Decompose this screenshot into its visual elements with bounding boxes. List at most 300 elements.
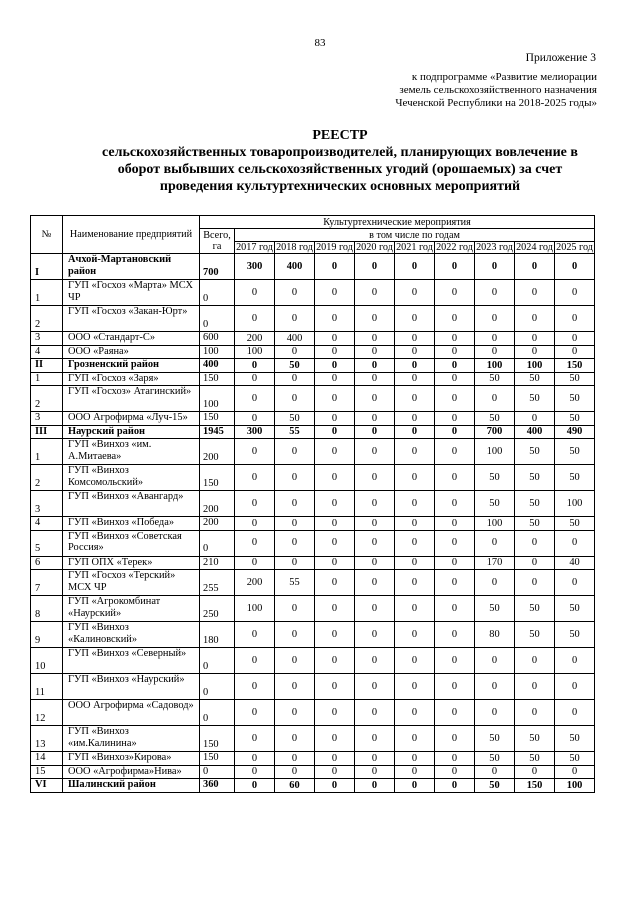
total-ha: 100 bbox=[200, 386, 235, 412]
year-value: 0 bbox=[515, 254, 555, 280]
subtitle-line: земель сельскохозяйственного назначения bbox=[399, 84, 597, 96]
year-value: 0 bbox=[235, 412, 275, 426]
row-number: 15 bbox=[31, 765, 63, 779]
year-value: 490 bbox=[555, 425, 595, 439]
enterprise-name: ГУП «Винхоз «Авангард» bbox=[63, 491, 200, 517]
year-value: 0 bbox=[395, 726, 435, 752]
year-value: 0 bbox=[435, 425, 475, 439]
year-value: 0 bbox=[315, 779, 355, 793]
year-value: 0 bbox=[435, 332, 475, 346]
year-value: 0 bbox=[355, 359, 395, 373]
total-ha: 0 bbox=[200, 280, 235, 306]
year-value: 0 bbox=[515, 765, 555, 779]
header-year: 2024 год bbox=[516, 242, 553, 253]
year-value: 0 bbox=[515, 648, 555, 674]
row-number: III bbox=[31, 425, 63, 439]
year-value: 100 bbox=[515, 359, 555, 373]
table-row bbox=[31, 280, 595, 306]
year-value: 0 bbox=[315, 517, 355, 531]
year-value: 0 bbox=[275, 596, 315, 622]
appendix-label: Приложение 3 bbox=[525, 52, 596, 64]
year-value: 40 bbox=[555, 556, 595, 570]
row-number: 4 bbox=[31, 345, 63, 359]
total-ha: 700 bbox=[200, 254, 235, 280]
year-value: 50 bbox=[475, 752, 515, 766]
year-value: 0 bbox=[395, 439, 435, 465]
year-value: 0 bbox=[395, 556, 435, 570]
row-number: I bbox=[31, 254, 63, 280]
year-value: 0 bbox=[435, 465, 475, 491]
row-number: 10 bbox=[31, 648, 63, 674]
header-subgroup: в том числе по годам bbox=[235, 229, 595, 242]
table-body bbox=[31, 254, 595, 793]
year-value: 0 bbox=[435, 556, 475, 570]
year-value: 0 bbox=[355, 386, 395, 412]
total-ha: 200 bbox=[200, 439, 235, 465]
table-row bbox=[31, 332, 595, 346]
header-num: № bbox=[31, 216, 63, 254]
enterprise-name: ГУП «Госхоз» Атагинский» bbox=[63, 386, 200, 412]
header-name: Наименование предприятий bbox=[63, 216, 200, 254]
year-value: 0 bbox=[355, 254, 395, 280]
title-line: РЕЕСТР bbox=[312, 128, 368, 143]
total-ha: 0 bbox=[200, 648, 235, 674]
row-number: 11 bbox=[31, 674, 63, 700]
title-line: сельскохозяйственных товаропроизводителей, планирующих вовлечение в bbox=[102, 145, 578, 160]
year-value: 50 bbox=[555, 439, 595, 465]
year-value: 0 bbox=[555, 345, 595, 359]
row-number: 3 bbox=[31, 332, 63, 346]
enterprise-name: ГУП «Винхоз «Северный» bbox=[63, 648, 200, 674]
year-value: 50 bbox=[555, 412, 595, 426]
year-value: 0 bbox=[395, 412, 435, 426]
year-value: 0 bbox=[275, 530, 315, 556]
year-value: 0 bbox=[475, 700, 515, 726]
year-value: 80 bbox=[475, 622, 515, 648]
year-value: 0 bbox=[475, 570, 515, 596]
year-value: 0 bbox=[235, 752, 275, 766]
year-value: 0 bbox=[395, 254, 435, 280]
year-value: 100 bbox=[475, 359, 515, 373]
total-ha: 1945 bbox=[200, 425, 235, 439]
year-value: 50 bbox=[515, 622, 555, 648]
year-value: 0 bbox=[315, 412, 355, 426]
year-value: 50 bbox=[555, 752, 595, 766]
year-value: 0 bbox=[475, 254, 515, 280]
year-value: 0 bbox=[395, 372, 435, 386]
total-ha: 100 bbox=[200, 345, 235, 359]
year-value: 0 bbox=[395, 648, 435, 674]
year-value: 0 bbox=[555, 332, 595, 346]
year-value: 0 bbox=[395, 622, 435, 648]
year-value: 0 bbox=[435, 596, 475, 622]
page-number: 83 bbox=[314, 37, 326, 49]
year-value: 50 bbox=[555, 372, 595, 386]
year-value: 150 bbox=[515, 779, 555, 793]
year-value: 0 bbox=[395, 280, 435, 306]
enterprise-name: ООО Агрофирма «Луч-15» bbox=[63, 412, 200, 426]
table-row bbox=[31, 765, 595, 779]
year-value: 55 bbox=[275, 570, 315, 596]
title-line: проведения культуртехнических основных мероприятий bbox=[159, 179, 521, 194]
year-value: 0 bbox=[515, 280, 555, 306]
header-total: Всего, га bbox=[200, 229, 235, 254]
total-ha: 0 bbox=[200, 306, 235, 332]
year-value: 0 bbox=[395, 332, 435, 346]
year-value: 0 bbox=[395, 570, 435, 596]
table-row bbox=[31, 517, 595, 531]
year-value: 0 bbox=[475, 306, 515, 332]
year-value: 0 bbox=[435, 345, 475, 359]
year-value: 0 bbox=[315, 465, 355, 491]
year-value: 0 bbox=[515, 556, 555, 570]
year-value: 0 bbox=[355, 306, 395, 332]
year-value: 50 bbox=[515, 726, 555, 752]
year-value: 0 bbox=[475, 345, 515, 359]
year-value: 60 bbox=[275, 779, 315, 793]
subtitle-line: Чеченской Республики на 2018-2025 годы» bbox=[395, 97, 597, 109]
year-value: 0 bbox=[235, 359, 275, 373]
year-value: 0 bbox=[275, 726, 315, 752]
year-value: 0 bbox=[435, 306, 475, 332]
year-value: 0 bbox=[355, 439, 395, 465]
table-row bbox=[31, 726, 595, 752]
year-value: 0 bbox=[355, 425, 395, 439]
row-number: 3 bbox=[31, 491, 63, 517]
year-value: 0 bbox=[275, 465, 315, 491]
year-value: 0 bbox=[515, 332, 555, 346]
total-ha: 150 bbox=[200, 465, 235, 491]
enterprise-name: ГУП «Винхоз «Победа» bbox=[63, 517, 200, 531]
year-value: 0 bbox=[395, 517, 435, 531]
year-value: 50 bbox=[555, 596, 595, 622]
header-year: 2021 год bbox=[396, 242, 433, 253]
year-value: 0 bbox=[315, 726, 355, 752]
year-value: 0 bbox=[315, 491, 355, 517]
year-value: 0 bbox=[315, 765, 355, 779]
year-value: 0 bbox=[435, 439, 475, 465]
year-value: 0 bbox=[555, 674, 595, 700]
enterprise-name: ООО «Агрофирма»Нива» bbox=[63, 765, 200, 779]
year-value: 700 bbox=[475, 425, 515, 439]
row-number: 7 bbox=[31, 570, 63, 596]
year-value: 0 bbox=[315, 332, 355, 346]
registry-table bbox=[30, 215, 595, 793]
year-value: 50 bbox=[515, 465, 555, 491]
year-value: 0 bbox=[355, 345, 395, 359]
year-value: 0 bbox=[235, 372, 275, 386]
year-value: 0 bbox=[275, 765, 315, 779]
district-row bbox=[31, 425, 595, 439]
year-value: 0 bbox=[435, 517, 475, 531]
row-number: 3 bbox=[31, 412, 63, 426]
year-value: 0 bbox=[475, 530, 515, 556]
year-value: 0 bbox=[235, 648, 275, 674]
table-header bbox=[31, 216, 595, 254]
row-number: VI bbox=[31, 779, 63, 793]
year-value: 50 bbox=[475, 372, 515, 386]
row-number: 4 bbox=[31, 517, 63, 531]
table-row bbox=[31, 570, 595, 596]
enterprise-name: ГУП «Винхоз «Калиновский» bbox=[63, 622, 200, 648]
year-value: 0 bbox=[235, 765, 275, 779]
appendix-subtitle bbox=[395, 71, 597, 110]
row-number: 1 bbox=[31, 439, 63, 465]
year-value: 50 bbox=[515, 491, 555, 517]
row-number: 6 bbox=[31, 556, 63, 570]
year-value: 0 bbox=[435, 280, 475, 306]
year-value: 0 bbox=[315, 345, 355, 359]
year-value: 0 bbox=[355, 700, 395, 726]
year-value: 0 bbox=[395, 306, 435, 332]
year-value: 0 bbox=[355, 491, 395, 517]
year-value: 0 bbox=[435, 570, 475, 596]
year-value: 100 bbox=[475, 439, 515, 465]
year-value: 0 bbox=[395, 359, 435, 373]
total-ha: 0 bbox=[200, 674, 235, 700]
year-value: 0 bbox=[275, 752, 315, 766]
enterprise-name: ГУП «Госхоз «Марта» МСХ ЧР bbox=[63, 280, 200, 306]
year-value: 0 bbox=[315, 386, 355, 412]
year-value: 50 bbox=[475, 491, 515, 517]
year-value: 0 bbox=[355, 332, 395, 346]
enterprise-name: Ачхой-Мартановский район bbox=[63, 254, 200, 280]
enterprise-name: ООО «Раяна» bbox=[63, 345, 200, 359]
table-row bbox=[31, 530, 595, 556]
subtitle-line: к подпрограмме «Развитие мелиорации bbox=[411, 71, 597, 83]
year-value: 0 bbox=[355, 752, 395, 766]
year-value: 50 bbox=[555, 386, 595, 412]
year-value: 0 bbox=[355, 648, 395, 674]
total-ha: 200 bbox=[200, 491, 235, 517]
year-value: 0 bbox=[355, 372, 395, 386]
year-value: 50 bbox=[555, 726, 595, 752]
table-row bbox=[31, 465, 595, 491]
year-value: 0 bbox=[235, 439, 275, 465]
year-value: 0 bbox=[315, 280, 355, 306]
year-value: 50 bbox=[515, 439, 555, 465]
year-value: 50 bbox=[475, 779, 515, 793]
year-value: 0 bbox=[235, 726, 275, 752]
year-value: 300 bbox=[235, 425, 275, 439]
header-year: 2017 год bbox=[236, 242, 273, 253]
year-value: 0 bbox=[355, 530, 395, 556]
year-value: 0 bbox=[355, 556, 395, 570]
year-value: 0 bbox=[315, 596, 355, 622]
year-value: 0 bbox=[355, 622, 395, 648]
district-row bbox=[31, 779, 595, 793]
table-row bbox=[31, 439, 595, 465]
table-row bbox=[31, 700, 595, 726]
year-value: 0 bbox=[275, 556, 315, 570]
year-value: 0 bbox=[235, 465, 275, 491]
year-value: 0 bbox=[235, 622, 275, 648]
row-number: II bbox=[31, 359, 63, 373]
table-row bbox=[31, 386, 595, 412]
year-value: 0 bbox=[235, 491, 275, 517]
year-value: 100 bbox=[555, 491, 595, 517]
year-value: 0 bbox=[515, 306, 555, 332]
total-ha: 400 bbox=[200, 359, 235, 373]
year-value: 0 bbox=[275, 306, 315, 332]
year-value: 0 bbox=[315, 556, 355, 570]
year-value: 0 bbox=[555, 648, 595, 674]
header-year: 2022 год bbox=[436, 242, 473, 253]
total-ha: 250 bbox=[200, 596, 235, 622]
year-value: 0 bbox=[395, 345, 435, 359]
row-number: 9 bbox=[31, 622, 63, 648]
table-row bbox=[31, 306, 595, 332]
enterprise-name: Грозненский район bbox=[63, 359, 200, 373]
year-value: 0 bbox=[315, 359, 355, 373]
year-value: 0 bbox=[235, 280, 275, 306]
year-value: 0 bbox=[395, 779, 435, 793]
year-value: 0 bbox=[235, 517, 275, 531]
year-value: 0 bbox=[395, 465, 435, 491]
year-value: 0 bbox=[315, 648, 355, 674]
enterprise-name: ГУП «Винхоз «Наурский» bbox=[63, 674, 200, 700]
year-value: 50 bbox=[555, 517, 595, 531]
year-value: 0 bbox=[435, 752, 475, 766]
year-value: 170 bbox=[475, 556, 515, 570]
year-value: 0 bbox=[275, 345, 315, 359]
year-value: 0 bbox=[515, 345, 555, 359]
row-number: 8 bbox=[31, 596, 63, 622]
year-value: 50 bbox=[515, 372, 555, 386]
year-value: 0 bbox=[475, 674, 515, 700]
year-value: 0 bbox=[315, 570, 355, 596]
year-value: 0 bbox=[275, 517, 315, 531]
year-value: 100 bbox=[555, 779, 595, 793]
year-value: 0 bbox=[355, 674, 395, 700]
year-value: 50 bbox=[475, 412, 515, 426]
year-value: 0 bbox=[275, 386, 315, 412]
year-value: 50 bbox=[515, 517, 555, 531]
row-number: 5 bbox=[31, 530, 63, 556]
enterprise-name: ГУП «Госхоз «Закан-Юрт» bbox=[63, 306, 200, 332]
total-ha: 600 bbox=[200, 332, 235, 346]
year-value: 0 bbox=[275, 648, 315, 674]
year-value: 400 bbox=[275, 332, 315, 346]
year-value: 0 bbox=[355, 765, 395, 779]
year-value: 0 bbox=[395, 491, 435, 517]
year-value: 0 bbox=[435, 530, 475, 556]
year-value: 0 bbox=[555, 254, 595, 280]
year-value: 0 bbox=[435, 726, 475, 752]
enterprise-name: ГУП «Винхоз «им.Калинина» bbox=[63, 726, 200, 752]
enterprise-name: ГУП «Госхоз «Заря» bbox=[63, 372, 200, 386]
year-value: 50 bbox=[515, 752, 555, 766]
year-value: 50 bbox=[275, 359, 315, 373]
year-value: 0 bbox=[435, 700, 475, 726]
total-ha: 0 bbox=[200, 700, 235, 726]
enterprise-name: ГУП «Винхоз Комсомольский» bbox=[63, 465, 200, 491]
year-value: 0 bbox=[275, 439, 315, 465]
total-ha: 200 bbox=[200, 517, 235, 531]
table-row bbox=[31, 491, 595, 517]
total-ha: 210 bbox=[200, 556, 235, 570]
year-value: 0 bbox=[395, 752, 435, 766]
year-value: 0 bbox=[395, 425, 435, 439]
year-value: 200 bbox=[235, 332, 275, 346]
year-value: 150 bbox=[555, 359, 595, 373]
year-value: 0 bbox=[235, 556, 275, 570]
year-value: 0 bbox=[475, 765, 515, 779]
header-year: 2023 год bbox=[476, 242, 513, 253]
header-year: 2019 год bbox=[316, 242, 353, 253]
table-row bbox=[31, 648, 595, 674]
year-value: 0 bbox=[475, 648, 515, 674]
table-row bbox=[31, 345, 595, 359]
year-value: 0 bbox=[275, 674, 315, 700]
year-value: 0 bbox=[275, 372, 315, 386]
year-value: 0 bbox=[435, 386, 475, 412]
total-ha: 255 bbox=[200, 570, 235, 596]
year-value: 0 bbox=[555, 765, 595, 779]
year-value: 0 bbox=[235, 674, 275, 700]
year-value: 0 bbox=[395, 596, 435, 622]
year-value: 0 bbox=[355, 465, 395, 491]
total-ha: 150 bbox=[200, 372, 235, 386]
year-value: 0 bbox=[435, 359, 475, 373]
year-value: 0 bbox=[275, 491, 315, 517]
year-value: 0 bbox=[275, 700, 315, 726]
year-value: 0 bbox=[515, 530, 555, 556]
year-value: 0 bbox=[315, 752, 355, 766]
year-value: 100 bbox=[235, 596, 275, 622]
enterprise-name: ГУП ОПХ «Терек» bbox=[63, 556, 200, 570]
enterprise-name: Наурский район bbox=[63, 425, 200, 439]
year-value: 0 bbox=[355, 412, 395, 426]
year-value: 0 bbox=[355, 517, 395, 531]
year-value: 100 bbox=[475, 517, 515, 531]
row-number: 14 bbox=[31, 752, 63, 766]
row-number: 12 bbox=[31, 700, 63, 726]
year-value: 50 bbox=[515, 386, 555, 412]
year-value: 0 bbox=[435, 674, 475, 700]
year-value: 0 bbox=[475, 280, 515, 306]
row-number: 2 bbox=[31, 386, 63, 412]
row-number: 1 bbox=[31, 280, 63, 306]
year-value: 0 bbox=[275, 622, 315, 648]
year-value: 0 bbox=[435, 648, 475, 674]
table-row bbox=[31, 596, 595, 622]
year-value: 0 bbox=[235, 530, 275, 556]
district-row bbox=[31, 254, 595, 280]
year-value: 400 bbox=[275, 254, 315, 280]
year-value: 0 bbox=[435, 412, 475, 426]
year-value: 0 bbox=[315, 254, 355, 280]
year-value: 0 bbox=[275, 280, 315, 306]
year-value: 0 bbox=[555, 280, 595, 306]
title-line: оборот выбывших сельскохозяйственных угодий (орошаемых) за счет bbox=[117, 162, 563, 177]
year-value: 0 bbox=[435, 779, 475, 793]
enterprise-name: ООО Агрофирма «Садовод» bbox=[63, 700, 200, 726]
district-row bbox=[31, 359, 595, 373]
year-value: 0 bbox=[235, 386, 275, 412]
table-row bbox=[31, 556, 595, 570]
year-value: 0 bbox=[395, 765, 435, 779]
year-value: 0 bbox=[315, 425, 355, 439]
total-ha: 150 bbox=[200, 412, 235, 426]
row-number: 2 bbox=[31, 465, 63, 491]
year-value: 400 bbox=[515, 425, 555, 439]
year-value: 0 bbox=[435, 372, 475, 386]
year-value: 0 bbox=[475, 386, 515, 412]
enterprise-name: ГУП «Винхоз «им. А.Митаева» bbox=[63, 439, 200, 465]
year-value: 0 bbox=[355, 779, 395, 793]
total-ha: 0 bbox=[200, 765, 235, 779]
